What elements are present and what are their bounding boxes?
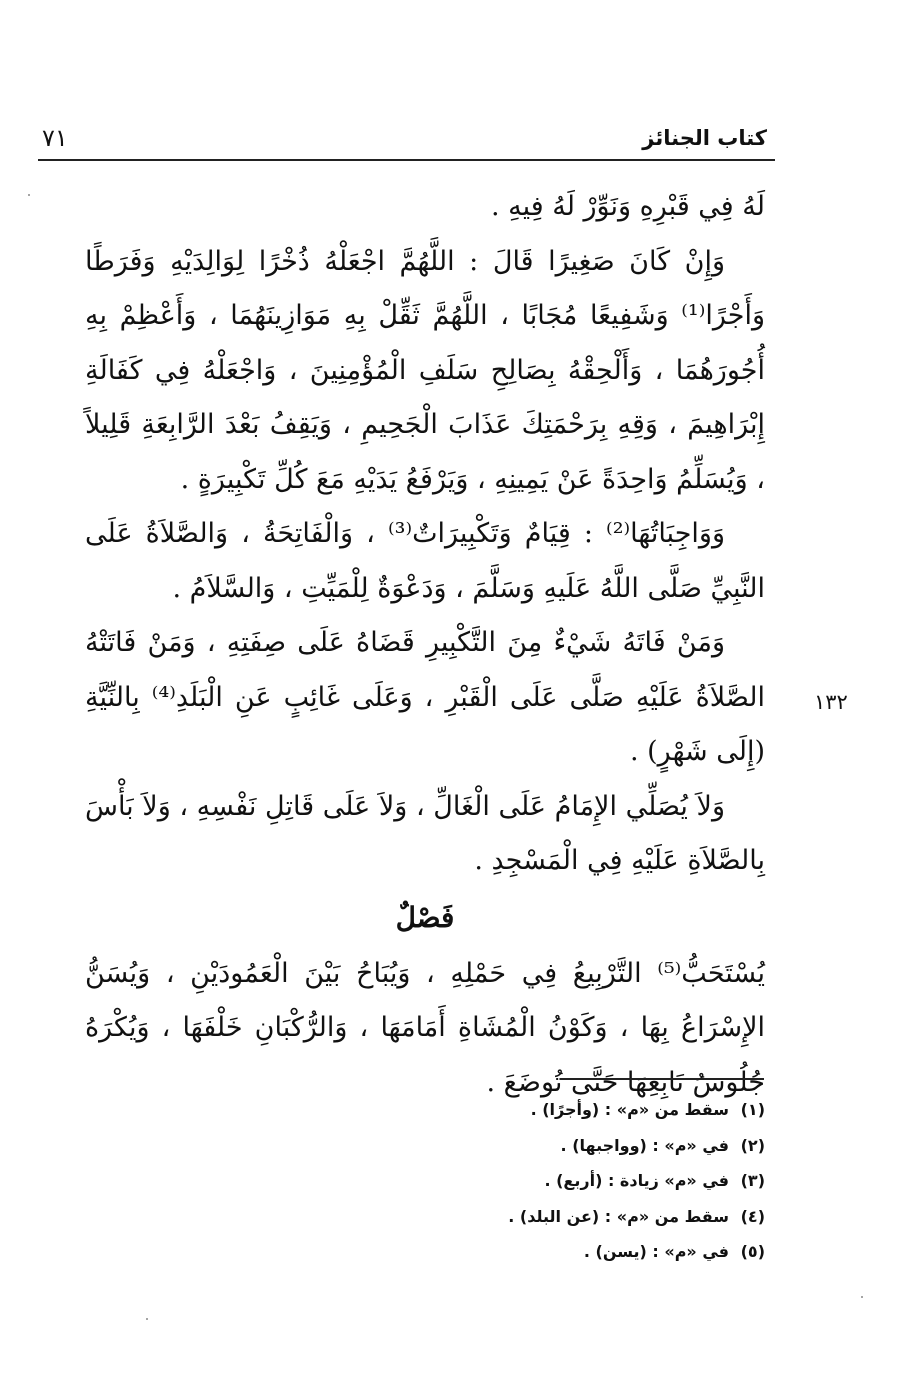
page-number: ٧١ [42,124,68,152]
header-divider [38,159,775,161]
footnote-number: (٤) [740,1206,765,1226]
footnote-divider [560,1078,764,1080]
footnote-text: في «م» زيادة : (أربع) . [544,1171,729,1190]
footnote-item [465,1092,765,1128]
paragraph-3: وَوَاجِبَاتُهَا⁽²⁾ : قِيَامٌ وَتَكْبِيرَاتٌ⁽³⁾ ، وَالْفَاتِحَةُ ، وَالصَّلاَةُ عَلَى النَّبِيِّ صَلَّى اللَّهُ عَلَيهِ وَسَلَّمَ ، وَدَعْوَةٌ لِلْمَيِّتِ ، وَالسَّلاَمُ . [85,518,765,604]
footnote-item [465,1199,765,1235]
scan-speck [28,194,30,196]
footnote-number: (٢) [740,1135,765,1155]
footnotes-list [465,1092,765,1270]
footnote-text: في «م» : (وواجبها) . [560,1135,729,1155]
footnote-item [465,1234,765,1270]
paragraph-1: لَهُ فِي قَبْرِهِ وَنَوِّرْ لَهُ فِيهِ . [490,191,765,222]
running-header-title: كتاب الجنائز [642,126,767,150]
paragraph-2: وَإِنْ كَانَ صَغِيرًا قَالَ : اللَّهُمَّ اجْعَلْهُ ذُخْرًا لِوَالِدَيْهِ وَفَرَطًا وَأَجْرًا⁽¹⁾ وَشَفِيعًا مُجَابًا ، اللَّهُمَّ ثَقِّلْ بِهِ مَوَازِينَهُمَا ، وَأَعْظِمْ بِهِ أُجُورَهُمَا ، وَأَلْحِقْهُ بِصَالِحِ سَلَفِ الْمُؤْمِنِينَ ، وَاجْعَلْهُ فِي كَفَالَةِ إِبْرَاهِيمَ ، وَقِهِ بِرَحْمَتِكَ عَذَابَ الْجَحِيمِ ، وَيَقِفُ بَعْدَ الرَّابِعَةِ قَلِيلاً ، وَيُسَلِّمُ وَاحِدَةً عَنْ يَمِينِهِ ، وَيَرْفَعُ يَدَيْهِ مَعَ كُلِّ تَكْبِيرَةٍ . [85,245,765,495]
footnote-text: سقط من «م» : (وأجرًا) . [530,1100,729,1119]
paragraph-5: وَلاَ يُصَلِّي الإِمَامُ عَلَى الْغَالِّ ، وَلاَ عَلَى قَاتِلِ نَفْسِهِ ، وَلاَ بَأْسَ بِالصَّلاَةِ عَلَيْهِ فِي الْمَسْجِدِ . [85,790,765,876]
footnote-item [465,1163,765,1199]
paragraph-4: وَمَنْ فَاتَهُ شَيْءٌ مِنَ التَّكْبِيرِ قَضَاهُ عَلَى صِفَتِهِ ، وَمَنْ فَاتَتْهُ الصَّلاَةُ عَلَيْهِ صَلَّى عَلَى الْقَبْرِ ، وَعَلَى غَائِبٍ عَنِ الْبَلَدِ⁽⁴⁾ بِالنِّيَّةِ (إِلَى شَهْرٍ) . [85,627,765,767]
paragraph-6: يُسْتَحَبُّ⁽⁵⁾ التَّرْبِيعُ فِي حَمْلِهِ ، وَيُبَاحُ بَيْنَ الْعَمُودَيْنِ ، وَيُسَنُّ الإِسْرَاعُ بِهَا ، وَكَوْنُ الْمُشَاةِ أَمَامَهَا ، وَالرُّكْبَانِ خَلْفَهَا ، وَيُكْرَهُ جُلُوسُ تَابِعِهَا حَتَّى تُوضَعَ . [85,957,765,1098]
footnote-number: (٥) [740,1242,765,1261]
footnote-text: سقط من «م» : (عن البلد) . [508,1206,729,1226]
footnote-item [465,1128,765,1164]
scan-speck [146,1318,148,1320]
footnote-number: (٣) [740,1171,765,1190]
footnote-number: (١) [740,1100,765,1119]
scan-speck [861,1296,863,1298]
footnote-text: في «م» : (يسن) . [583,1242,729,1261]
margin-reference-number: ١٣٢ [814,690,848,714]
section-heading: فَصْلٌ [395,900,455,934]
main-text [85,180,765,1110]
